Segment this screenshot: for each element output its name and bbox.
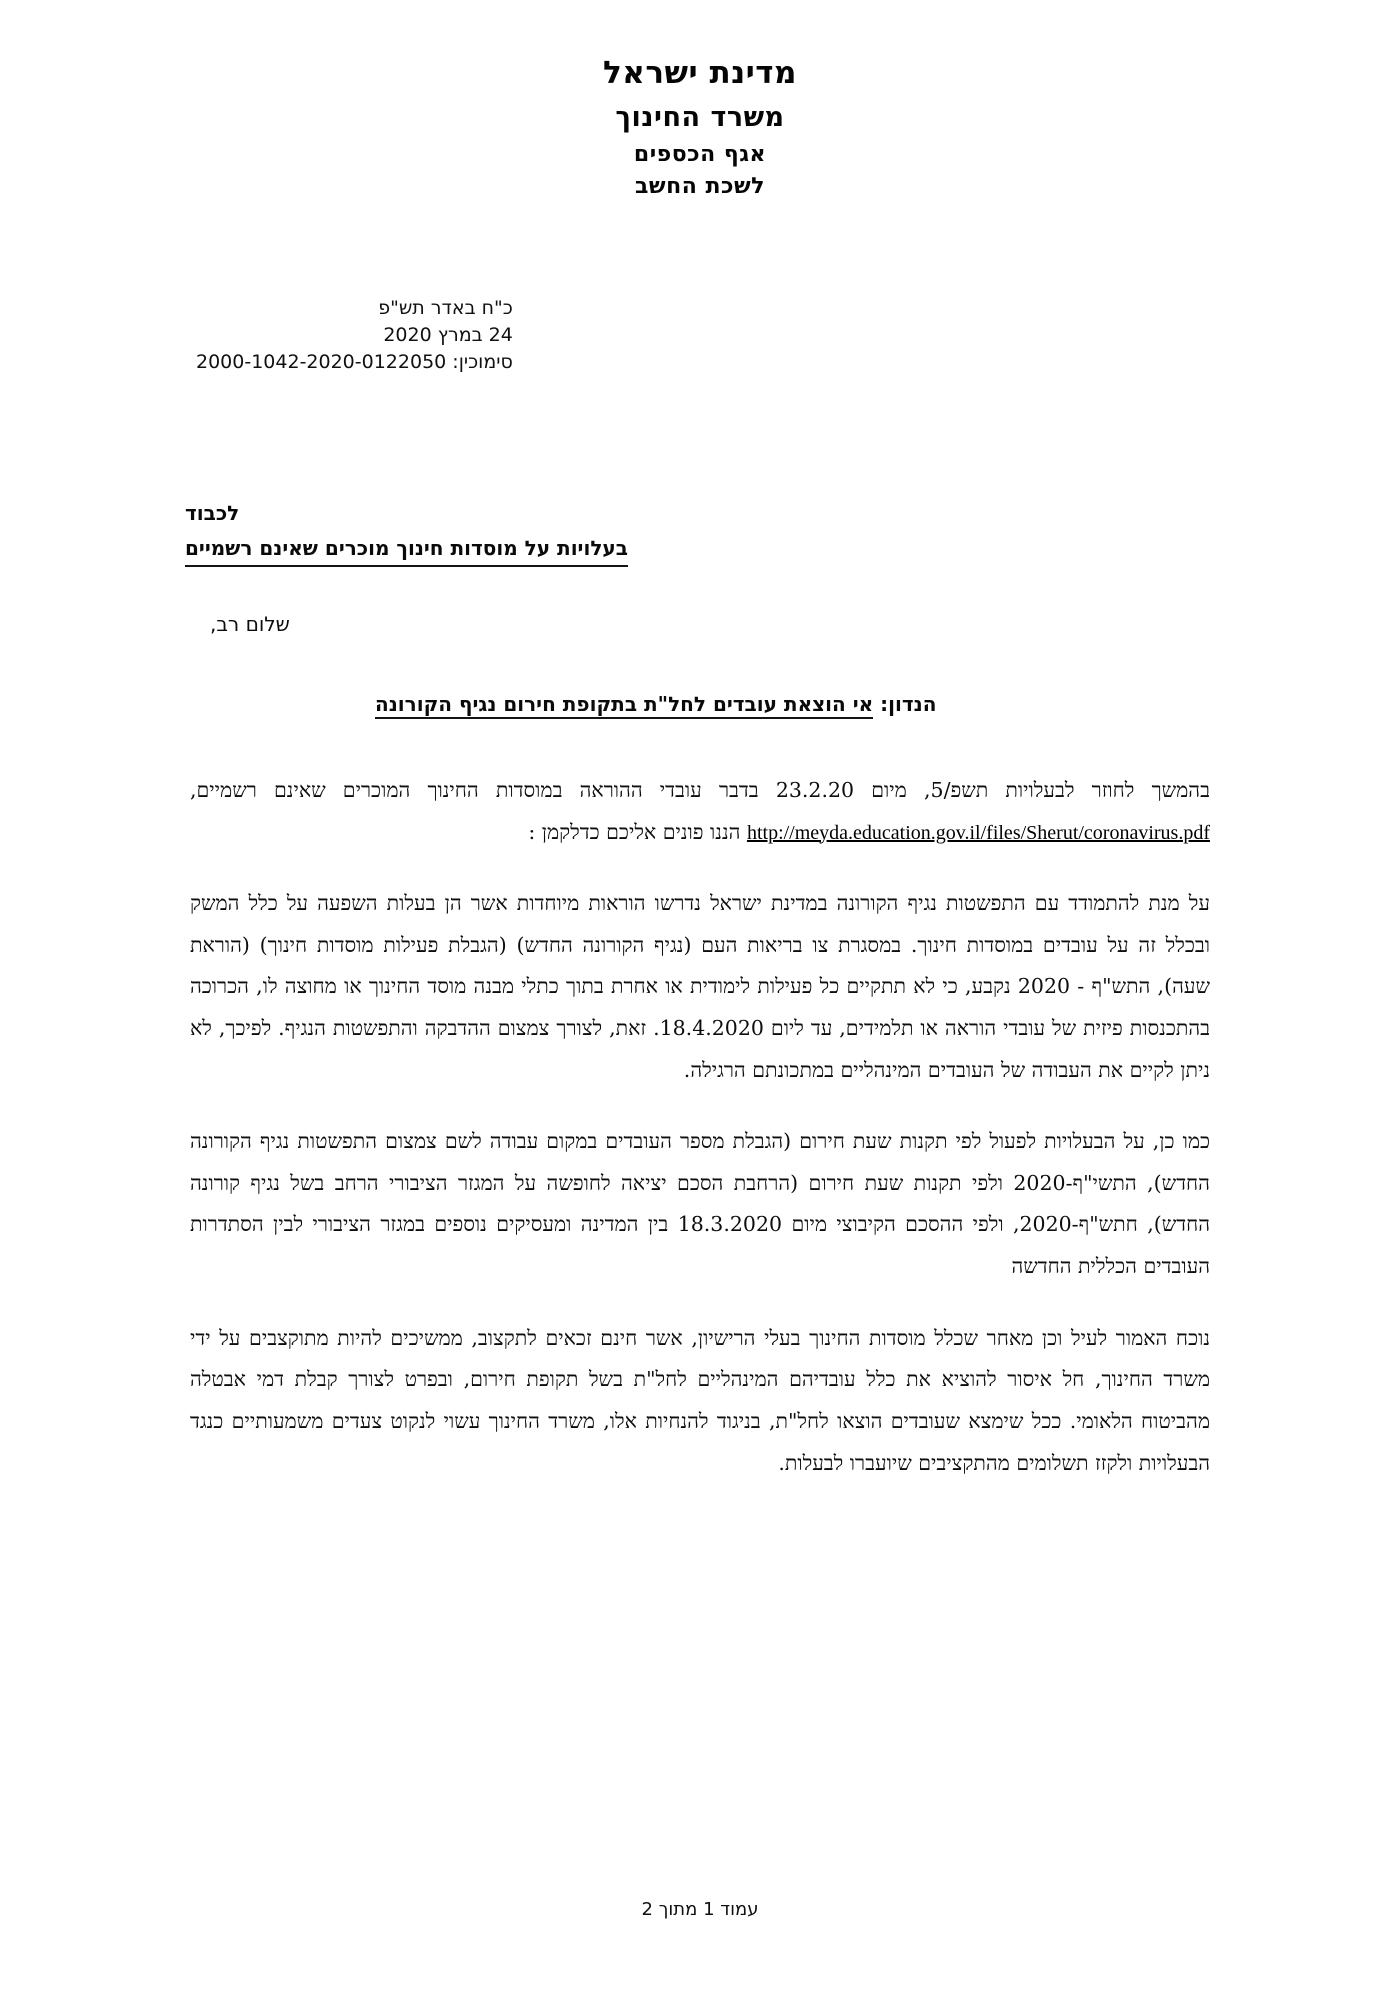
letter-body xyxy=(190,770,1210,1484)
gregorian-date: 24 במרץ 2020 xyxy=(383,323,513,346)
body-paragraph-1 xyxy=(190,770,1210,853)
addressee-recipient: בעלויות על מוסדות חינוך מוכרים שאינם רשמיים xyxy=(185,533,628,567)
reference-line xyxy=(196,349,513,376)
subject-text: אי הוצאת עובדים לחל"ת בתקופת חירום נגיף הקורונה xyxy=(375,692,873,719)
addressee-block xyxy=(185,498,1400,567)
document-meta-block xyxy=(196,295,513,376)
body-paragraph-3: כמו כן, על הבעלויות לפעול לפי תקנות שעת חירום (הגבלת מספר העובדים במקום עבודה לשם צמצום התפשטות נגיף הקורונה החדש), התשי"ף-2020 ולפי תקנות שעת חירום (הרחבת הסכם יציאה לחופשה על המגזר הציבורי הרחב בשל נגיף קורונה החדש), חתש"ף-2020, ולפי ההסכם הקיבוצי מיום 18.3.2020 בין המדינה ומעסיקים נוספים במגזר הציבורי לבין הסתדרות העובדים הכללית החדשה xyxy=(190,1129,1211,1279)
ministry-state-name: מדינת ישראל xyxy=(603,55,797,91)
addressee-to-label: לכבוד xyxy=(185,501,240,525)
department-name: אגף הכספים xyxy=(633,142,767,167)
greeting-line: שלום רב, xyxy=(210,612,290,636)
body-paragraph-2: על מנת להתמודד עם התפשטות נגיף הקורונה במדינת ישראל נדרשו הוראות מיוחדות אשר הן בעלות השפעה על כלל המשק ובכלל זה על עובדים במוסדות חינוך. במסגרת צו בריאות העם (נגיף הקורונה החדש) (הגבלת פעילות מוסדות חינוך) (הוראת שעה), התש"ף - 2020 נקבע, כי לא תתקיים כל פעילות לימודית או אחרת בתוך כתלי מבנה מוסד החינוך או מחוצה לו, הכרוכה בהתכנסות פיזית של עובדי הוראה או תלמידים, עד ליום 18.4.2020. זאת, לצורך צמצום ההדבקה והתפשטות הנגיף. לפיכך, לא ניתן לקיים את העבודה של העובדים המינהליים במתכונתם הרגילה. xyxy=(190,891,1211,1082)
paragraph-1-intro: בהמשך לחוזר לבעלויות תשפ/5, מיום 23.2.20 בדבר עובדי ההוראה במוסדות החינוך המוכרים שאינם רשמיים, xyxy=(190,778,1210,802)
office-name: לשכת החשב xyxy=(635,174,765,199)
subject-line xyxy=(375,692,1400,716)
paragraph-1-outro: הננו פונים אליכם כדלקמן : xyxy=(528,819,747,844)
page-footer xyxy=(0,1899,1400,1920)
coronavirus-circular-link[interactable]: http://meyda.education.gov.il/files/Sherut/coronavirus.pdf xyxy=(746,821,1210,844)
page-indicator: עמוד 1 מתוך 2 xyxy=(641,1899,759,1920)
reference-number: 2000-1042-2020-0122050 xyxy=(196,350,447,373)
ministry-name: משרד החינוך xyxy=(615,102,785,133)
letterhead xyxy=(0,55,1400,199)
hebrew-date: כ"ח באדר תש"פ xyxy=(378,297,513,319)
reference-label: סימוכין: xyxy=(452,350,513,373)
subject-label: הנדון: xyxy=(880,692,937,716)
body-paragraph-4: נוכח האמור לעיל וכן מאחר שכלל מוסדות החינוך בעלי הרישיון, אשר חינם זכאים לתקצוב, ממשיכים להיות מתוקצבים על ידי משרד החינוך, חל איסור להוציא את כלל עובדיהם המינהליים לחל"ת בשל תקופת חירום, ובפרט לצורך קבלת דמי אבטלה מהביטוח הלאומי. ככל שימצא שעובדים הוצאו לחל"ת, בניגוד להנחיות אלו, משרד החינוך עשוי לנקוט צעדים משמעותיים כנגד הבעלויות ולקזז תשלומים מהתקציבים שיועברו לבעלות. xyxy=(190,1325,1210,1475)
